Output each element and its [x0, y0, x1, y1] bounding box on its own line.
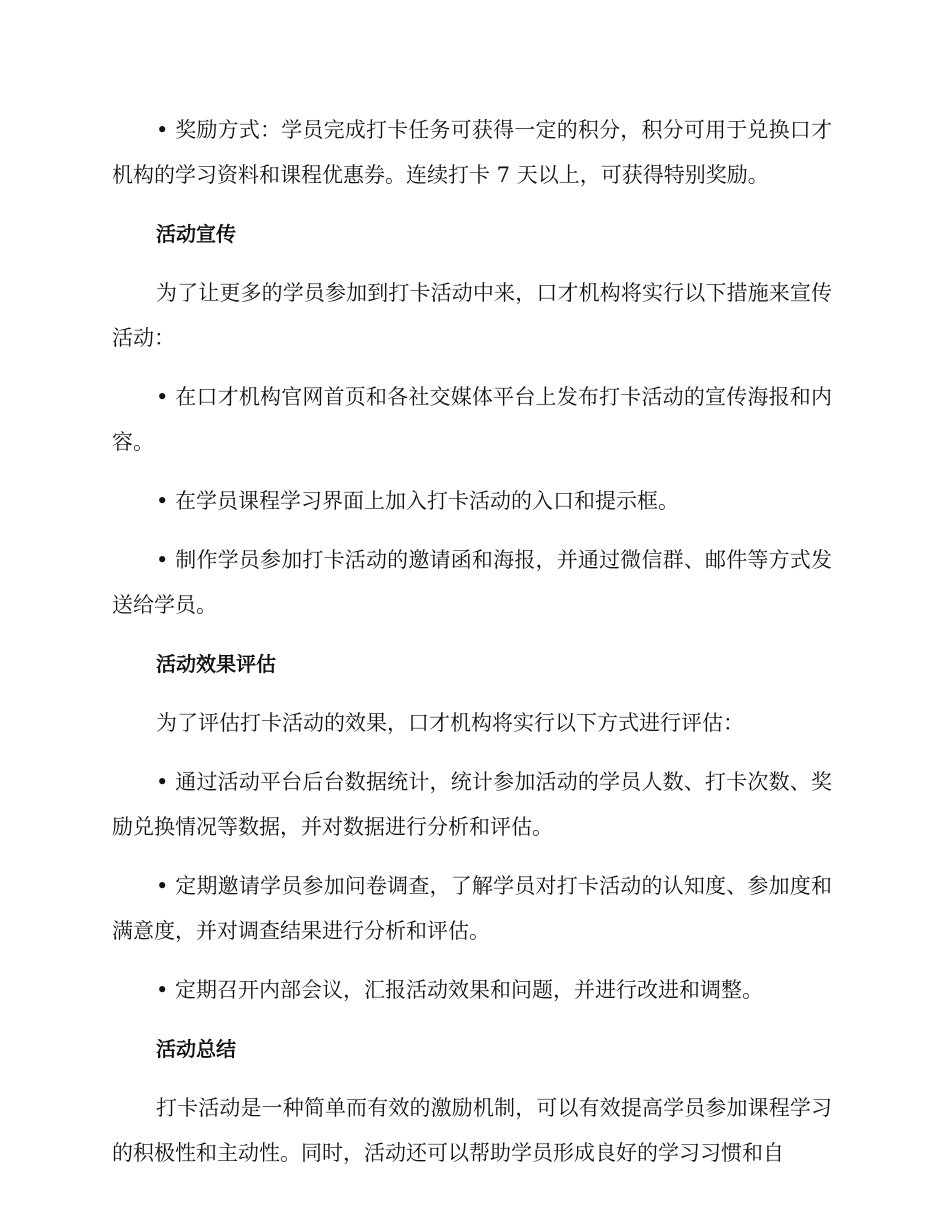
evaluation-bullet-2: • 定期邀请学员参加问卷调查，了解学员对打卡活动的认知度、参加度和满意度，并对调查结果进行分析和评估。: [112, 874, 832, 943]
promotion-bullet-3: • 制作学员参加打卡活动的邀请函和海报，并通过微信群、邮件等方式发送给学员。: [112, 548, 832, 617]
promotion-intro-paragraph: 为了让更多的学员参加到打卡活动中来，口才机构将实行以下措施来宣传活动：: [112, 281, 832, 350]
summary-paragraph: 打卡活动是一种简单而有效的激励机制，可以有效提高学员参加课程学习的积极性和主动性。同时，活动还可以帮助学员形成良好的学习习惯和自: [112, 1096, 832, 1165]
evaluation-bullet-1: • 通过活动平台后台数据统计，统计参加活动的学员人数、打卡次数、奖励兑换情况等数据，并对数据进行分析和评估。: [112, 770, 832, 839]
section-heading-evaluation: 活动效果评估: [156, 652, 276, 676]
promotion-bullet-2: • 在学员课程学习界面上加入打卡活动的入口和提示框。: [156, 489, 680, 513]
evaluation-bullet-3: • 定期召开内部会议，汇报活动效果和问题，并进行改进和调整。: [156, 978, 764, 1002]
document-page: [112, 108, 832, 1190]
reward-method-paragraph: • 奖励方式：学员完成打卡任务可获得一定的积分，积分可用于兑换口才机构的学习资料和课程优惠券。连续打卡 7 天以上，可获得特别奖励。: [112, 118, 832, 187]
section-heading-summary: 活动总结: [156, 1037, 236, 1061]
section-heading-promotion: 活动宣传: [156, 222, 236, 246]
promotion-bullet-1: • 在口才机构官网首页和各社交媒体平台上发布打卡活动的宣传海报和内容。: [112, 385, 832, 454]
evaluation-intro-paragraph: 为了评估打卡活动的效果，口才机构将实行以下方式进行评估：: [156, 711, 744, 735]
